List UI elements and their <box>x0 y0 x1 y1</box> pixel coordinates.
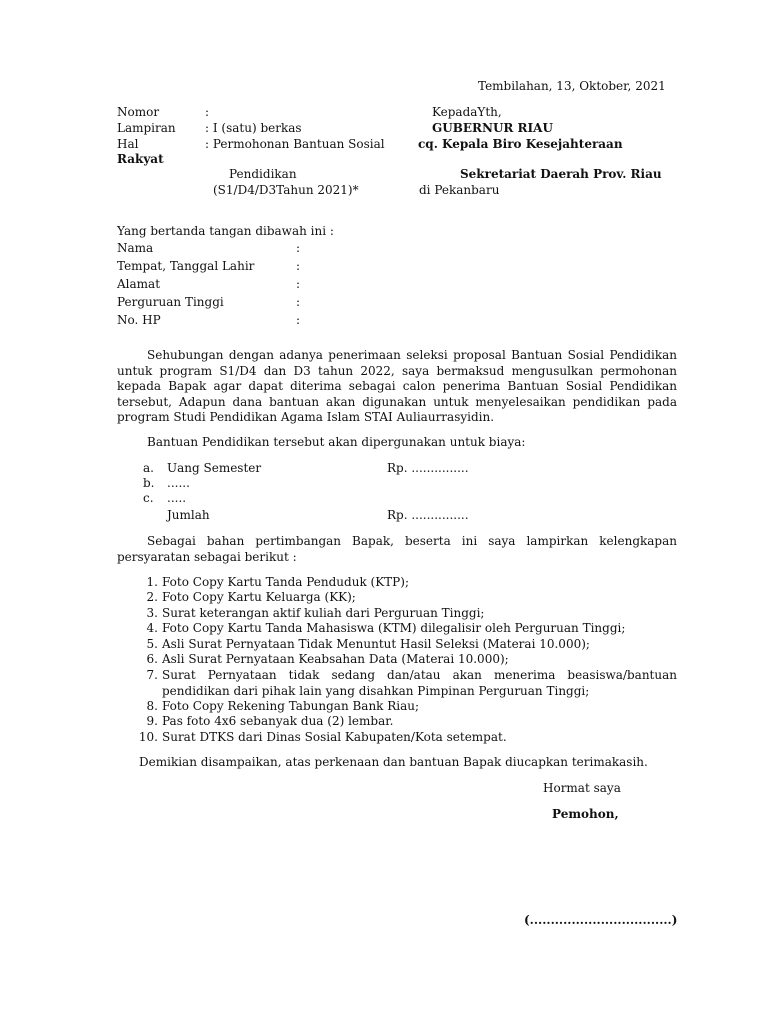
signature-name-placeholder: (..................................) <box>524 913 678 927</box>
recipient-line2: cq. Kepala Biro Kesejahteraan <box>418 137 623 151</box>
field-label: Tempat, Tanggal Lahir <box>117 259 255 273</box>
requirement-text: Foto Copy Rekening Tabungan Bank Riau; <box>162 699 420 713</box>
requirement-number: 5. <box>146 637 158 651</box>
total-value: Rp. ............... <box>387 508 469 522</box>
hal-continuation-2: (S1/D4/D3Tahun 2021)* <box>213 183 359 197</box>
field-label: Nama <box>117 241 154 255</box>
requirement-number: 3. <box>146 606 158 620</box>
field-separator: : <box>296 277 301 291</box>
usage-intro: Bantuan Pendidikan tersebut akan dipergunakan untuk biaya: <box>147 435 526 449</box>
requirement-text: Surat Pernyataan tidak sedang dan/atau akan menerima beasiswa/bantuan pendidikan dari pihak lain yang disahkan Pimpinan Perguruan Tinggi; <box>162 668 677 698</box>
body-paragraph: Sehubungan dengan adanya penerimaan seleksi proposal Bantuan Sosial Pendidikan untuk program S1/D4 dan D3 tahun 2022, saya bermaksud mengusulkan permohonan kepada Bapak agar dapat diterima sebagai calon penerima Bantuan Sosial Pendidikan tersebut, Adapun dana bantuan akan digunakan untuk menyelesaikan pendidikan pada program Studi Pendidikan Agama Islam STAI Auliaurrasyidin. <box>117 348 677 424</box>
requirement-text: Asli Surat Pernyataan Keabsahan Data (Materai 10.000); <box>162 652 509 666</box>
nomor-label: Nomor <box>117 105 160 119</box>
hal-value: : Permohonan Bantuan Sosial <box>205 137 385 151</box>
recipient-line3: Sekretariat Daerah Prov. Riau <box>460 167 662 181</box>
field-separator: : <box>296 295 301 309</box>
field-label: No. HP <box>117 313 161 327</box>
cost-marker: a. <box>143 461 154 475</box>
nomor-value: : <box>205 105 210 119</box>
requirement-text: Surat DTKS dari Dinas Sosial Kabupaten/Kota setempat. <box>162 730 507 744</box>
cost-marker: c. <box>143 491 154 505</box>
hal-label: Hal <box>117 137 139 151</box>
requirement-number: 9. <box>146 714 158 728</box>
cost-label: ...... <box>167 476 190 490</box>
field-separator: : <box>296 313 301 327</box>
requirement-number: 10. <box>138 730 158 744</box>
field-label: Perguruan Tinggi <box>117 295 224 309</box>
signature-greeting: Hormat saya <box>543 781 621 795</box>
requirement-number: 1. <box>146 575 158 589</box>
cost-value: Rp. ............... <box>387 461 469 475</box>
total-label: Jumlah <box>167 508 210 522</box>
requirement-number: 6. <box>146 652 158 666</box>
attachments-intro: Sebagai bahan pertimbangan Bapak, beserta ini saya lampirkan kelengkapan persyaratan sebagai berikut : <box>117 534 677 564</box>
lampiran-value: : I (satu) berkas <box>205 121 302 135</box>
field-label: Alamat <box>117 277 161 291</box>
signature-role: Pemohon, <box>552 807 619 821</box>
requirement-text: Foto Copy Kartu Tanda Penduduk (KTP); <box>162 575 409 589</box>
cost-marker: b. <box>143 476 155 490</box>
recipient-line2-cont: Rakyat <box>117 152 164 166</box>
identity-intro: Yang bertanda tangan dibawah ini : <box>117 224 334 238</box>
recipient-salutation: KepadaYth, <box>432 105 502 119</box>
requirement-number: 4. <box>146 621 158 635</box>
field-separator: : <box>296 241 301 255</box>
lampiran-label: Lampiran <box>117 121 176 135</box>
requirement-text: Surat keterangan aktif kuliah dari Perguruan Tinggi; <box>162 606 485 620</box>
requirement-number: 7. <box>146 668 158 682</box>
field-separator: : <box>296 259 301 273</box>
requirement-number: 8. <box>146 699 158 713</box>
cost-label: ..... <box>167 491 187 505</box>
requirement-number: 2. <box>146 590 158 604</box>
date-line: Tembilahan, 13, Oktober, 2021 <box>478 79 666 93</box>
cost-label: Uang Semester <box>167 461 262 475</box>
requirement-text: Foto Copy Kartu Keluarga (KK); <box>162 590 356 604</box>
recipient-name: GUBERNUR RIAU <box>432 121 553 135</box>
hal-continuation-1: Pendidikan <box>229 167 297 181</box>
requirement-text: Asli Surat Pernyataan Tidak Menuntut Hasil Seleksi (Materai 10.000); <box>162 637 590 651</box>
requirement-text: Pas foto 4x6 sebanyak dua (2) lembar. <box>162 714 394 728</box>
requirement-text: Foto Copy Kartu Tanda Mahasiswa (KTM) dilegalisir oleh Perguruan Tinggi; <box>162 621 626 635</box>
recipient-place: di Pekanbaru <box>419 183 500 197</box>
closing-sentence: Demikian disampaikan, atas perkenaan dan bantuan Bapak diucapkan terimakasih. <box>139 755 648 769</box>
